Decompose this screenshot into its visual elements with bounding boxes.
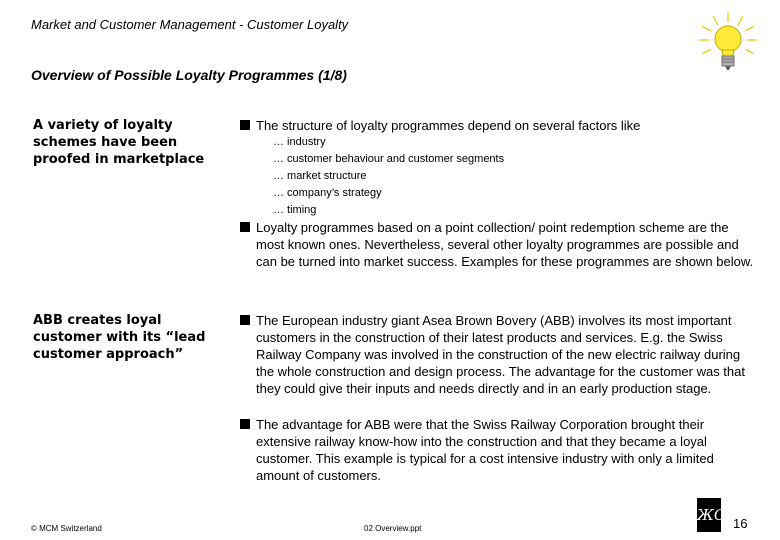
page-title: Overview of Possible Loyalty Programmes (1/8) — [31, 67, 347, 83]
list-item: … timing — [273, 204, 317, 216]
page-number: 16 — [733, 516, 748, 531]
factors-list — [273, 134, 504, 219]
header-title: Market and Customer Management - Customer Loyalty — [31, 17, 349, 32]
section1-bullet-2: Loyalty programmes based on a point collection/ point redemption scheme are the most known ones. Nevertheless, several other loyalty programmes are possible and can be turned into market success. Examples for these programmes are shown below. — [240, 219, 755, 289]
list-item: … market structure — [273, 170, 367, 182]
list-item: … customer behaviour and customer segments — [273, 153, 505, 165]
section2-bullet-2: The advantage for ABB were that the Swiss Railway Corporation brought their extensive railway know-how into the construction and that they became a loyal customer. This example is typical for a cost intensive industry with only a limited amount of customers. — [240, 416, 755, 486]
bullet-square-icon — [240, 315, 250, 325]
bullet-square-icon — [240, 419, 250, 429]
footer-filename: 02 Overview.ppt — [364, 524, 422, 533]
section1-bullet-1: The structure of loyalty programmes depend on several factors like — [240, 117, 755, 137]
lightbulb-icon — [697, 10, 759, 76]
section2-heading: ABB creates loyal customer with its “lead customer approach” — [33, 313, 206, 362]
list-item: … industry — [273, 136, 326, 148]
company-logo: ЖС — [697, 498, 721, 532]
list-item: … company’s strategy — [273, 187, 382, 199]
bullet-square-icon — [240, 222, 250, 232]
section1-heading: A variety of loyalty schemes have been proofed in marketplace — [33, 118, 205, 167]
bullet-square-icon — [240, 120, 250, 130]
section2-bullet-1: The European industry giant Asea Brown Bovery (ABB) involves its most important customers in the construction of their latest products and services. E.g. the Swiss Railway Company was involved in the construction of the new electric railway during the whole construction and design process. The advantage for the customer was that they could give their inputs and needs directly and in an early production stage. — [240, 312, 755, 414]
footer-copyright: © MCM Switzerland — [31, 524, 102, 533]
